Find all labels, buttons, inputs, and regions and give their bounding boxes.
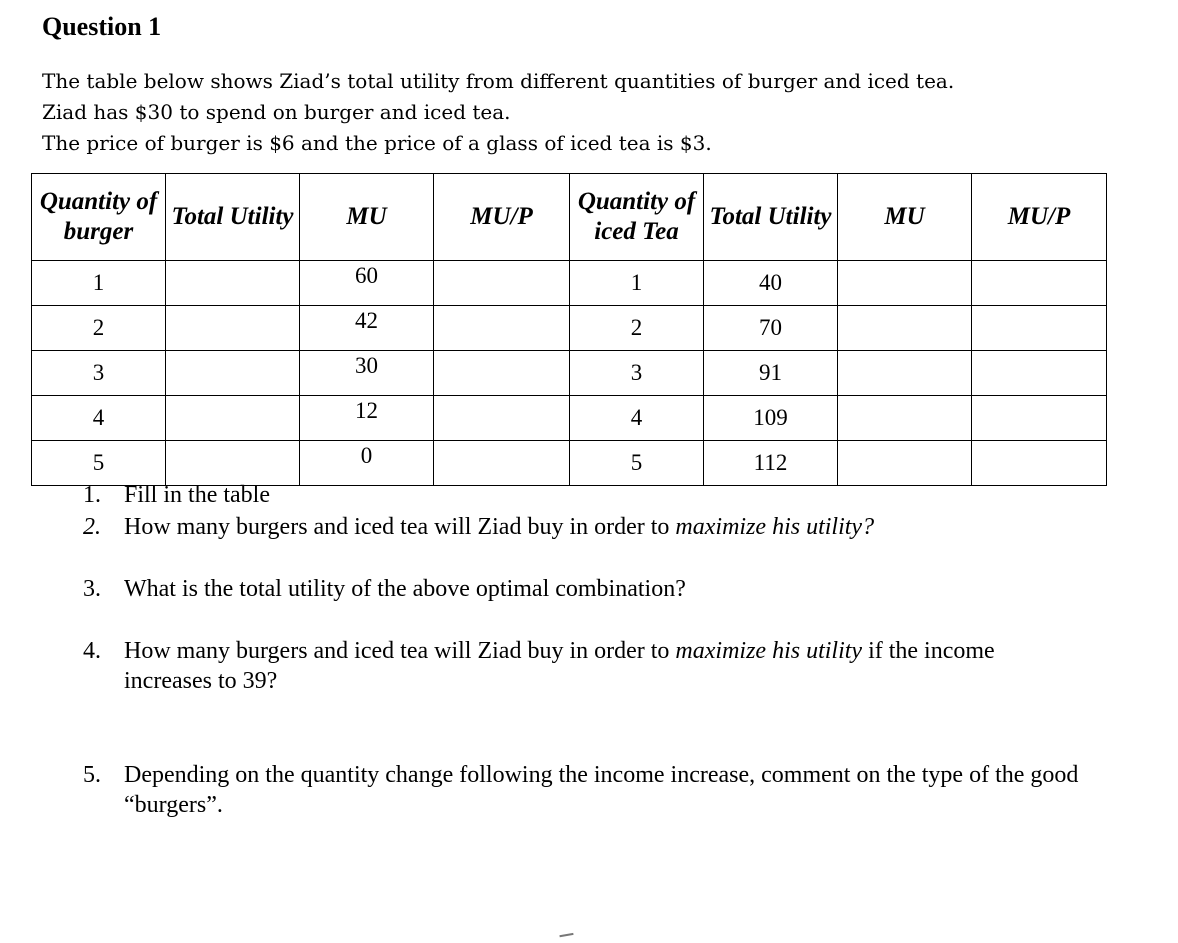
cell-burger-mu: 12 [300,396,434,441]
cell-tea-total-utility: 109 [704,396,838,441]
cell-tea-mu[interactable] [838,351,972,396]
page-edge-mark [559,933,574,943]
header-total-utility-burger: Total Utility [166,174,300,261]
cell-tea-mu[interactable] [838,306,972,351]
question-item-3 [83,574,1084,604]
cell-burger-total-utility[interactable] [166,396,300,441]
cell-tea-mu[interactable] [838,441,972,486]
header-mup-burger: MU/P [434,174,570,261]
question-item-4 [83,636,1084,696]
cell-tea-mup[interactable] [972,396,1107,441]
cell-tea-total-utility: 70 [704,306,838,351]
question-item-5 [83,760,1084,820]
cell-tea-total-utility: 112 [704,441,838,486]
cell-tea-quantity: 2 [570,306,704,351]
question-number: 4. [83,638,101,664]
question-number: 5. [83,762,101,788]
cell-tea-mup[interactable] [972,351,1107,396]
cell-tea-mu[interactable] [838,396,972,441]
cell-burger-total-utility[interactable] [166,351,300,396]
question-title: Question 1 [42,12,162,41]
question-item-1 [83,480,1084,510]
cell-burger-mup[interactable] [434,351,570,396]
cell-burger-mup[interactable] [434,441,570,486]
question-text: Fill in the table [124,482,270,508]
cell-burger-mu: 0 [300,441,434,486]
question-text-continued: if the income increases to 39? [124,638,995,694]
cell-burger-mup[interactable] [434,396,570,441]
cell-burger-total-utility[interactable] [166,306,300,351]
cell-burger-quantity: 3 [32,351,166,396]
cell-tea-quantity: 3 [570,351,704,396]
table-row [32,261,1107,306]
cell-tea-mup[interactable] [972,306,1107,351]
cell-burger-quantity: 2 [32,306,166,351]
cell-tea-total-utility: 91 [704,351,838,396]
cell-burger-total-utility[interactable] [166,441,300,486]
header-mu-burger: MU [300,174,434,261]
cell-burger-mup[interactable] [434,306,570,351]
question-text: Depending on the quantity change following the income increase, comment on the type of the good “burgers”. [124,762,1079,818]
cell-burger-quantity: 4 [32,396,166,441]
intro-line-3: The price of burger is $6 and the price of a glass of iced tea is $3. [42,131,712,155]
header-quantity-burger: Quantity of burger [32,174,166,261]
question-text: What is the total utility of the above optimal combination? [124,576,686,602]
cell-burger-quantity: 5 [32,441,166,486]
cell-tea-quantity: 4 [570,396,704,441]
question-emphasis: maximize his utility [675,638,863,664]
table-row [32,396,1107,441]
cell-tea-mup[interactable] [972,261,1107,306]
header-total-utility-iced-tea: Total Utility [704,174,838,261]
table-row [32,441,1107,486]
cell-tea-quantity: 5 [570,441,704,486]
cell-burger-mup[interactable] [434,261,570,306]
table-row [32,306,1107,351]
intro-line-1: The table below shows Ziad’s total utility from different quantities of burger and iced tea. [42,69,955,93]
question-text: How many burgers and iced tea will Ziad buy in order to [124,514,676,540]
cell-burger-quantity: 1 [32,261,166,306]
intro-line-2: Ziad has $30 to spend on burger and iced tea. [42,100,511,124]
cell-burger-mu: 42 [300,306,434,351]
cell-burger-total-utility[interactable] [166,261,300,306]
question-number: 1. [83,482,101,508]
question-item-2 [83,512,1084,542]
cell-tea-mu[interactable] [838,261,972,306]
question-list [83,480,1084,820]
header-quantity-iced-tea: Quantity of iced Tea [570,174,704,261]
table-row [32,351,1107,396]
header-mup-iced-tea: MU/P [972,174,1107,261]
cell-burger-mu: 30 [300,351,434,396]
question-number: 2. [83,514,101,540]
utility-table [31,173,1107,486]
table-header-row [32,174,1107,261]
cell-tea-total-utility: 40 [704,261,838,306]
cell-tea-quantity: 1 [570,261,704,306]
cell-burger-mu: 60 [300,261,434,306]
intro-text [42,66,954,159]
question-emphasis: maximize his utility? [675,514,875,540]
question-text: How many burgers and iced tea will Ziad buy in order to [124,638,676,664]
header-mu-iced-tea: MU [838,174,972,261]
question-number: 3. [83,576,101,602]
cell-tea-mup[interactable] [972,441,1107,486]
